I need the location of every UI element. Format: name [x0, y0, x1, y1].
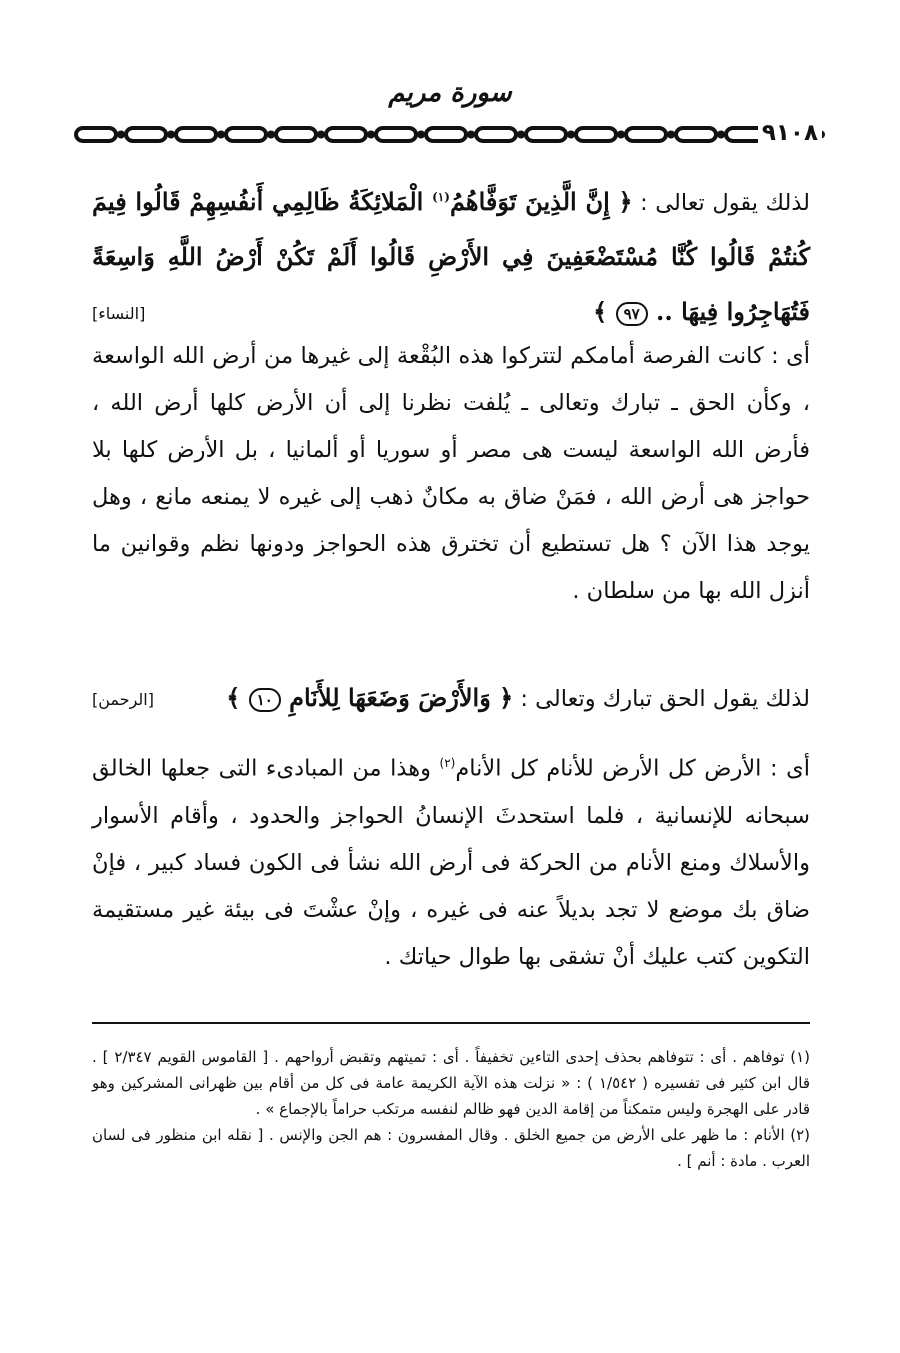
ornament-dot: [117, 131, 125, 139]
intro-lead: لذلك يقول الحق تبارك وتعالى :: [513, 686, 810, 712]
ornament-link: [376, 128, 416, 141]
footnote-2: (٢) الأنام : ما ظهر على الأرض من جميع الخلق . وقال المفسرون : هم الجن والإنس . [ نقله ابن منظور فى لسان العرب . مادة : أنم ] .: [92, 1126, 810, 1170]
paragraph-text-continued: وهذا من المبادىء التى جعلها الخالق سبحانه للإنسانية ، فلما استحدثَ الإنسانُ الحواجز والحدود ، وأقام الأسوار والأسلاك ومنع الأنام من الحركة فى أرض الله نشأ فى الكون فساد كبير ، فإنْ ضاق بك موضع لا تجد بديلاً عنه فى غيره ، وإنْ عشْتَ فى بيئة غير مستقيمة التكوين كتب عليك أنْ تشقى بها طوال حياتك .: [92, 755, 810, 970]
ornament-dot: [417, 131, 425, 139]
ornament-link: [76, 128, 116, 141]
footnote-divider: [92, 1022, 810, 1024]
footnotes: [92, 1044, 810, 1174]
commentary-paragraph-1: أى : كانت الفرصة أمامكم لتتركوا هذه البُقْعة إلى غيرها من أرض الله الواسعة ، وكأن الحق ـ تبارك وتعالى ـ يُلفت نظرنا إلى أن الأرض كلها أرض الله ، فأرض الله الواسعة ليست هى مصر أو سوريا أو ألمانيا ، بل الأرض كلها بلا حواجز هى أرض الله ، فمَنْ ضاق به مكانٌ ذهب إلى غيره لا يمنعه مانع ، وهل يوجد هذا الآن ؟ هل تستطيع أن تخترق هذه الحواجز ودونها نظم وقوانين ما أنزل الله بها من سلطان .: [92, 343, 810, 604]
ornament-dot: [217, 131, 225, 139]
surah-reference: [النساء]: [92, 304, 146, 323]
ornament-dot: [167, 131, 175, 139]
verse-intro-rahman: [92, 676, 810, 722]
verse-intro-nisa: [92, 170, 810, 341]
ornament-link: [326, 128, 366, 141]
verse-text: وَالأَرْضَ وَضَعَهَا لِلأَنَامِ: [280, 683, 491, 712]
quran-verse-rahman: [226, 683, 513, 712]
ornament-dot: [567, 131, 575, 139]
footnote-mark-2[interactable]: (٢): [439, 756, 456, 770]
verse-number: ١٠: [249, 688, 281, 712]
verse-open-brace: ﴿: [618, 187, 633, 216]
verse-text-continued: الْمَلائِكَةُ ظَالِمِي أَنفُسِهِمْ قَالُوا فِيمَ كُنتُمْ قَالُوا كُنَّا مُسْتَضْعَفِينَ فِي الأَرْضِ قَالُوا أَلَمْ تَكُنْ أَرْضُ اللَّهِ وَاسِعَةً فَتُهَاجِرُوا فِيهَا ..: [92, 187, 810, 326]
ornament-link: [226, 128, 266, 141]
ornament-link: [526, 128, 566, 141]
ornament-dot: [367, 131, 375, 139]
ornament-dot: [717, 131, 725, 139]
ornament-border: [72, 122, 830, 148]
ornament-dot: [267, 131, 275, 139]
verse-close-brace: ﴾: [226, 683, 241, 712]
ornament-link: [626, 128, 666, 141]
ornament-link: [176, 128, 216, 141]
verse-open-brace: ﴿: [499, 683, 514, 712]
ornament-link: [426, 128, 466, 141]
ornament-link: [276, 128, 316, 141]
ornament-link: [676, 128, 716, 141]
intro-lead: لذلك يقول تعالى :: [632, 190, 810, 216]
footnote-mark-1[interactable]: (١): [432, 190, 450, 204]
page-number: ٩١٠٨: [758, 120, 822, 146]
ornament-dot: [617, 131, 625, 139]
ornament-dot: [517, 131, 525, 139]
verse-number: ٩٧: [616, 302, 648, 326]
footnote-1: (١) توفاهم . أى : تتوفاهم بحذف إحدى التاءين تخفيفاً . أى : تميتهم وتقبض أرواحهم . [ القاموس القويم ٢/٣٤٧ ] . قال ابن كثير فى تفسيره ( ١/٥٤٢ ) : « نزلت هذه الآية الكريمة عامة فى كل من أقام بين ظهرانى المشركين وهو قادر على الهجرة وليس متمكناً من إقامة الدين فهو ظالم لنفسه مرتكب حراماً بالإجماع » .: [92, 1048, 810, 1118]
verse-close-brace: ﴾: [593, 297, 608, 326]
ornament-dot: [667, 131, 675, 139]
ornament-link: [126, 128, 166, 141]
surah-reference: [الرحمن]: [92, 690, 154, 709]
surah-title: سورة مريم: [388, 78, 512, 108]
ornament-dot: [317, 131, 325, 139]
verse-text: إِنَّ الَّذِينَ تَوَفَّاهُمُ: [449, 187, 610, 216]
ornament-link: [476, 128, 516, 141]
paragraph-text: أى : الأرض كل الأرض للأنام كل الأنام: [455, 755, 810, 782]
ornament-dot: [467, 131, 475, 139]
commentary-paragraph-2: [92, 740, 810, 981]
ornament-link: [576, 128, 616, 141]
